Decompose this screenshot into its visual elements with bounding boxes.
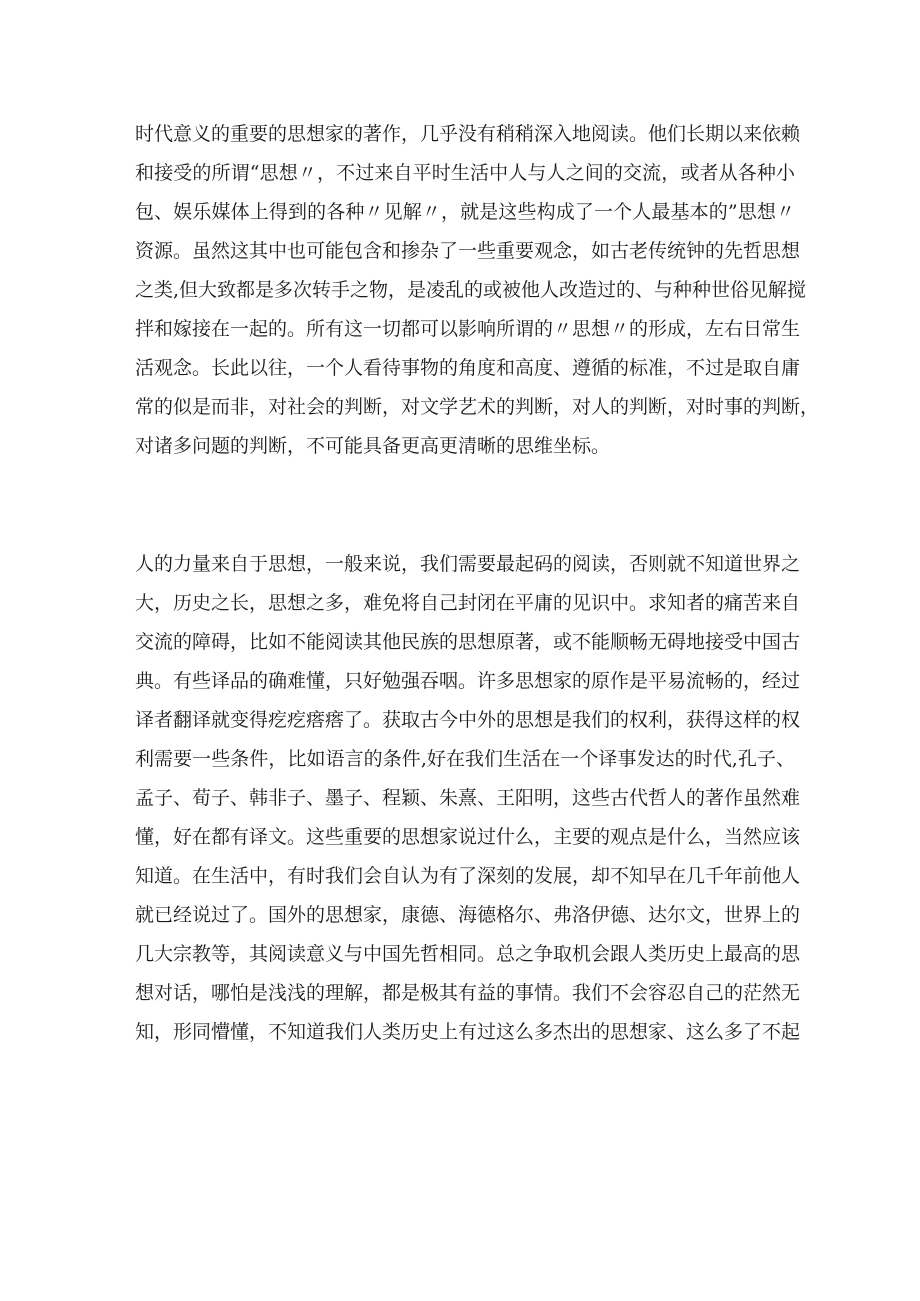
paragraph-2 [135, 545, 801, 1052]
paragraph-line: 之类,但大致都是多次转手之物，是凌乱的或被他人改造过的、与种种世俗见解搅 [135, 279, 807, 301]
paragraph-line: 对诸多问题的判断，不可能具备更高更清晰的思维坐标。 [135, 435, 611, 457]
paragraph-line: 和接受的所谓“思想〃，不过来自平时生活中人与人之间的交流，或者从各种小 [135, 162, 795, 184]
paragraph-line: 常的似是而非，对社会的判断，对文学艺术的判断，对人的判断，对时事的判断， [135, 396, 820, 418]
paragraph-line: 懂，好在都有译文。这些重要的思想家说过什么，主要的观点是什么，当然应该 [135, 826, 801, 848]
paragraph-line: 几大宗教等，其阅读意义与中国先哲相同。总之争取机会跟人类历史上最高的思 [135, 943, 801, 965]
paragraph-line: 想对话，哪怕是浅浅的理解，都是极其有益的事情。我们不会容忍自己的茫然无 [135, 982, 801, 1004]
paragraph-line: 活观念。长此以往，一个人看待事物的角度和高度、遵循的标准，不过是取自庸 [135, 357, 801, 379]
paragraph-line: 就已经说过了。国外的思想家，康德、海德格尔、弗洛伊德、达尔文，世界上的 [135, 904, 801, 926]
paragraph-line: 包、娱乐媒体上得到的各种〃见解〃，就是这些构成了一个人最基本的”思想〃 [135, 201, 795, 223]
paragraph-line: 资源。虽然这其中也可能包含和掺杂了一些重要观念，如古老传统钟的先哲思想 [135, 240, 801, 262]
paragraph-line: 交流的障碍，比如不能阅读其他民族的思想原著，或不能顺畅无碍地接受中国古 [135, 631, 801, 653]
paragraph-line: 孟子、荀子、韩非子、墨子、程颖、朱熹、王阳明，这些古代哲人的著作虽然难 [135, 787, 801, 809]
paragraph-line: 人的力量来自于思想，一般来说，我们需要最起码的阅读，否则就不知道世界之 [135, 553, 801, 575]
paragraph-line: 大，历史之长，思想之多，难免将自己封闭在平庸的见识中。求知者的痛苦来自 [135, 592, 801, 614]
paragraph-line: 知道。在生活中，有时我们会自认为有了深刻的发展，却不知早在几千年前他人 [135, 865, 801, 887]
paragraph-line: 利需要一些条件，比如语言的条件,好在我们生活在一个译事发达的时代,孔子、 [135, 748, 795, 770]
paragraph-1 [135, 115, 820, 466]
paragraph-line: 译者翻译就变得疙疙瘩瘩了。获取古今中外的思想是我们的权利，获得这样的权 [135, 709, 801, 731]
paragraph-line: 典。有些译品的确难懂，只好勉强吞咽。许多思想家的原作是平易流畅的，经过 [135, 670, 801, 692]
paragraph-line: 知，形同懵懂，不知道我们人类历史上有过这么多杰出的思想家、这么多了不起 [135, 1021, 801, 1043]
paragraph-line: 拌和嫁接在一起的。所有这一切都可以影响所谓的〃思想〃的形成，左右日常生 [135, 318, 801, 340]
paragraph-line: 时代意义的重要的思想家的著作，几乎没有稍稍深入地阅读。他们长期以来依赖 [135, 123, 801, 145]
